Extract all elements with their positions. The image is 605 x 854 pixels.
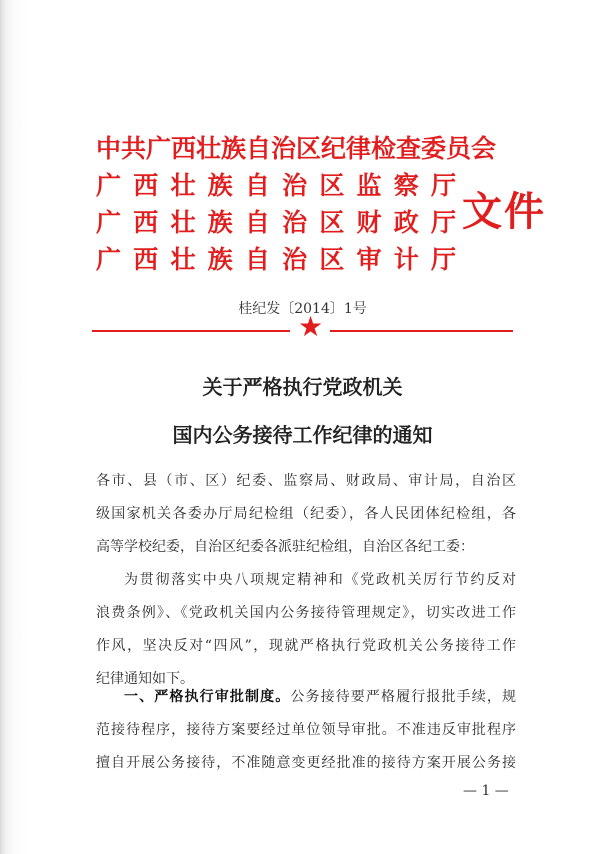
issuer-discipline-commission: 中共广西壮族自治区纪律检查委员会 bbox=[96, 134, 497, 163]
document-number: 桂纪发〔2014〕1号 bbox=[238, 301, 367, 317]
section-1-line: 范接待程序，接待方案要经过单位领导审批。不准违反审批程序 bbox=[96, 722, 516, 738]
issuer-char: 西 bbox=[133, 171, 159, 200]
red-divider-left bbox=[92, 330, 290, 332]
issuer-char: 广 bbox=[96, 245, 122, 274]
issuer-char: 察 bbox=[393, 171, 419, 200]
issuer-char: 治 bbox=[282, 171, 308, 200]
notice-title-line-1: 关于严格执行党政机关 bbox=[202, 375, 403, 399]
issuer-char: 广 bbox=[96, 171, 122, 200]
recipients-paragraph bbox=[96, 465, 516, 564]
issuer-char: 区 bbox=[319, 208, 345, 237]
issuer-finance-dept bbox=[96, 204, 456, 241]
issuer-char: 西 bbox=[133, 208, 159, 237]
intro-line: 为贯彻落实中央八项规定精神和《党政机关厉行节约反对 bbox=[124, 572, 516, 588]
issuer-char: 财 bbox=[356, 208, 382, 237]
issuer-char: 族 bbox=[207, 171, 233, 200]
recipients-line: 级国家机关各委办厅局纪检组（纪委），各人民团体纪检组，各 bbox=[96, 506, 516, 522]
issuer-supervision-dept bbox=[96, 167, 456, 204]
intro-paragraph bbox=[96, 564, 516, 696]
recipients-line: 高等学校纪委，自治区纪委各派驻纪检组，自治区各纪工委： bbox=[96, 539, 474, 555]
red-star-icon: ★ bbox=[298, 310, 324, 343]
issuer-audit-dept bbox=[96, 241, 456, 278]
issuer-char: 治 bbox=[282, 245, 308, 274]
issuer-char: 自 bbox=[244, 208, 270, 237]
issuer-char: 西 bbox=[133, 245, 159, 274]
issuer-char: 广 bbox=[96, 208, 122, 237]
issuer-char: 自 bbox=[244, 171, 270, 200]
issuer-char: 族 bbox=[207, 208, 233, 237]
issuer-char: 审 bbox=[356, 245, 382, 274]
issuer-char: 族 bbox=[207, 245, 233, 274]
page-number: — 1 — bbox=[463, 783, 509, 799]
intro-line: 纪律通知如下。 bbox=[96, 671, 194, 687]
issuer-char: 计 bbox=[393, 245, 419, 274]
issuer-char: 壮 bbox=[170, 171, 196, 200]
issuer-char: 政 bbox=[393, 208, 419, 237]
recipients-line: 各市、县（市、区）纪委、监察局、财政局、审计局，自治区 bbox=[96, 473, 516, 489]
document-type-label: 文件 bbox=[462, 188, 546, 235]
red-divider-right bbox=[330, 330, 513, 332]
issuer-char: 区 bbox=[319, 245, 345, 274]
notice-title-line-2: 国内公务接待工作纪律的通知 bbox=[172, 423, 433, 447]
issuer-char: 治 bbox=[282, 208, 308, 237]
section-1-paragraph bbox=[96, 681, 516, 780]
issuer-char: 区 bbox=[319, 171, 345, 200]
section-1-heading: 一、严格执行审批制度。 bbox=[124, 689, 291, 705]
issuer-char: 自 bbox=[244, 245, 270, 274]
issuer-char: 厅 bbox=[430, 245, 456, 274]
issuer-char: 壮 bbox=[170, 245, 196, 274]
section-1-first-line bbox=[96, 681, 516, 714]
intro-line: 浪费条例》、《党政机关国内公务接待管理规定》，切实改进工作 bbox=[96, 605, 516, 621]
issuing-authorities bbox=[96, 130, 497, 278]
issuer-char: 厅 bbox=[430, 208, 456, 237]
section-1-text: 公务接待要严格履行报批手续，规 bbox=[290, 689, 517, 705]
issuer-char: 壮 bbox=[170, 208, 196, 237]
section-1-line: 擅自开展公务接待，不准随意变更经批准的接待方案开展公务接 bbox=[96, 755, 516, 771]
issuer-char: 厅 bbox=[430, 171, 456, 200]
intro-line: 作风，坚决反对“四风”，现就严格执行党政机关公务接待工作 bbox=[96, 638, 516, 654]
issuer-char: 监 bbox=[356, 171, 382, 200]
